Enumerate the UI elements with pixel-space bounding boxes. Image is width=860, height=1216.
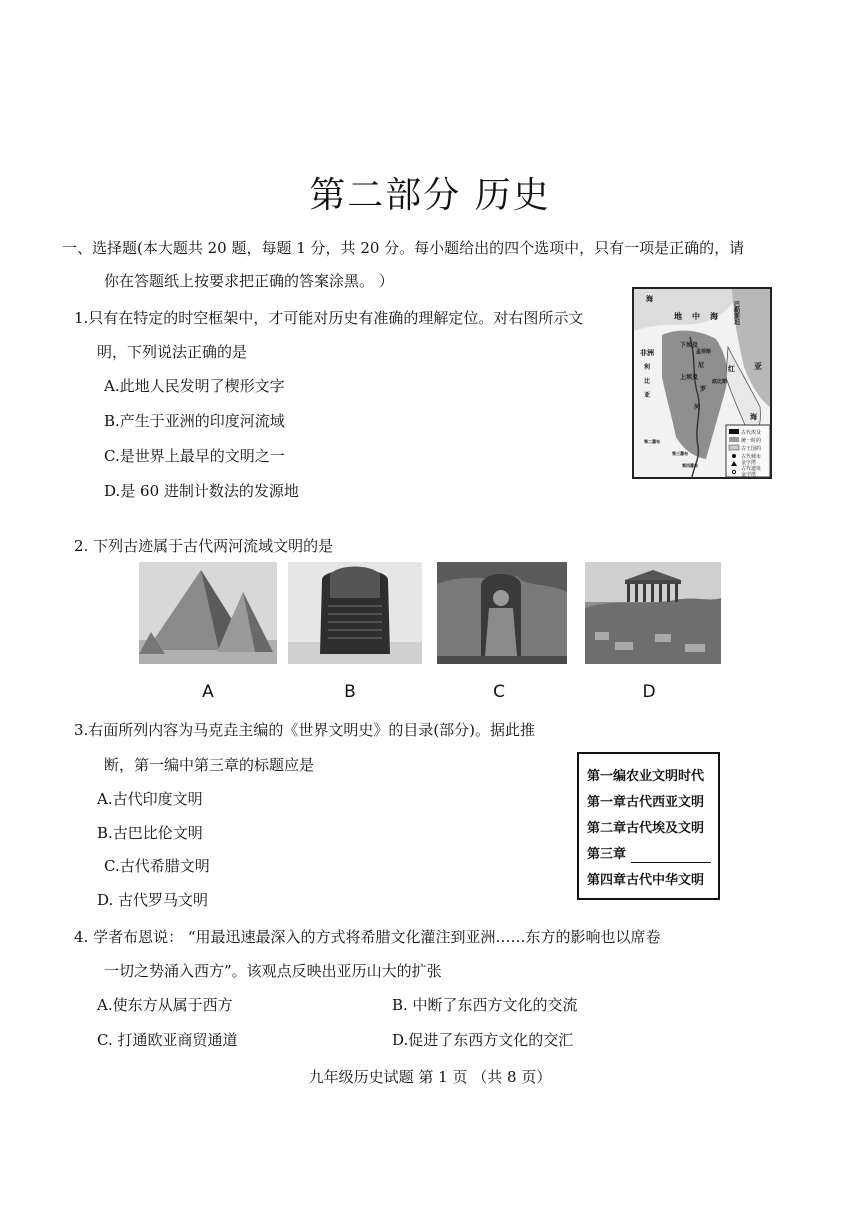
q1-stem-line1: 1.只有在特定的时空框架中，才可能对历史有准确的理解定位。对右图所示文 [74, 309, 584, 327]
map-legend-item: 金字塔 [741, 460, 757, 466]
photo-label-c: C [493, 682, 505, 702]
section-instruction-line1: 一、选择题(本大题共 20 题，每题 1 分，共 20 分。每小题给出的四个选项中，只有一项是正确的，请 [62, 239, 745, 257]
photo-label-a: A [202, 682, 214, 702]
map-legend-item: 古代城市 [741, 454, 762, 460]
q4-option-c[interactable]: C. 打通欧亚商贸通道 [97, 1031, 238, 1049]
q1-option-b[interactable]: B.产生于亚洲的印度河流域 [104, 412, 285, 430]
q3-stem-line2: 断，第一编中第三章的标题应是 [104, 756, 315, 774]
map-legend-item: 古代埃及 [741, 430, 762, 436]
map-label: 地 [674, 312, 682, 321]
map-label: 尼 [698, 362, 705, 369]
map-label: 海 [646, 295, 653, 303]
map-label: 海 [750, 413, 757, 421]
q3-stem-line1: 3.右面所列内容为马克垚主编的《世界文明史》的目录(部分)。据此推 [74, 721, 536, 739]
page-footer: 九年级历史试题 第 1 页 （共 8 页） [308, 1068, 552, 1086]
table-of-contents-box [577, 752, 720, 900]
map-label: 中 [692, 312, 700, 321]
map-label: 亚 [754, 362, 762, 371]
q1-option-c[interactable]: C.是世界上最早的文明之一 [104, 447, 285, 465]
page-title: 第二部分 历史 [309, 175, 551, 216]
q3-option-c[interactable]: C.古代希腊文明 [104, 857, 210, 875]
photo-label-d: D [642, 682, 656, 702]
q4-stem-line2: 一切之势涌入西方”。该观点反映出亚历山大的扩张 [104, 962, 442, 980]
map-label: 河 [694, 404, 701, 411]
map-label: 亚 [644, 392, 651, 399]
map-legend-item: 古代遗址 [741, 466, 762, 472]
q3-option-d[interactable]: D. 古代罗马文明 [97, 891, 209, 909]
map-label: 红 [728, 365, 735, 373]
photo-c-buddha[interactable] [437, 562, 567, 664]
q4-option-b[interactable]: B. 中断了东西方文化的交流 [392, 996, 578, 1014]
egypt-map [632, 287, 772, 479]
photo-label-b: B [344, 682, 356, 702]
toc-blank-line [631, 862, 711, 863]
map-label: 海 [710, 312, 718, 321]
map-label: 第二瀑布 [644, 439, 660, 444]
toc-entry: 第一编农业文明时代 [587, 769, 705, 784]
map-legend-item: 古王国的 [741, 446, 762, 452]
q4-option-d[interactable]: D.促进了东西方文化的交汇 [392, 1031, 574, 1049]
map-label: 利 [644, 364, 651, 371]
q2-stem: 2. 下列古迹属于古代两河流域文明的是 [74, 537, 334, 555]
toc-entry: 第一章古代西亚文明 [587, 795, 705, 810]
map-label: 非洲 [640, 349, 654, 357]
map-label: 下埃及 [680, 342, 699, 349]
map-legend-item: 金字塔 [741, 472, 757, 478]
photo-a-pyramids[interactable] [139, 562, 277, 664]
photo-d-parthenon[interactable] [585, 562, 721, 664]
toc-entry: 第四章古代中华文明 [587, 873, 705, 888]
q4-stem-line1: 4. 学者布恩说： “用最迅速最深入的方式将希腊文化灌注到亚洲……东方的影响也以席卷 [74, 928, 661, 946]
map-label: 第三瀑布 [672, 451, 688, 456]
map-label: 上埃及 [680, 374, 699, 381]
map-label: 罗 [700, 386, 707, 393]
map-label: 巴勒斯坦 [732, 301, 740, 325]
q4-option-a[interactable]: A.使东方从属于西方 [97, 996, 233, 1014]
q3-option-b[interactable]: B.古巴比伦文明 [97, 824, 203, 842]
q1-option-d[interactable]: D.是 60 进制计数法的发源地 [104, 482, 299, 500]
toc-entry: 第三章 [587, 847, 627, 862]
map-label: 第四瀑布 [682, 463, 698, 468]
q3-option-a[interactable]: A.古代印度文明 [97, 790, 203, 808]
photo-b-code-stele[interactable] [288, 562, 422, 664]
map-legend-item: 统一时的 [741, 438, 762, 444]
q1-stem-line2: 明，下列说法正确的是 [97, 343, 248, 361]
map-label: 底比斯 [712, 379, 728, 385]
q1-option-a[interactable]: A.此地人民发明了楔形文字 [104, 377, 285, 395]
toc-entry: 第二章古代埃及文明 [587, 821, 705, 836]
map-label: 孟菲斯 [696, 349, 712, 355]
map-label: 比 [644, 378, 651, 385]
section-instruction-line2: 你在答题纸上按要求把正确的答案涂黑。 ） [104, 272, 394, 290]
